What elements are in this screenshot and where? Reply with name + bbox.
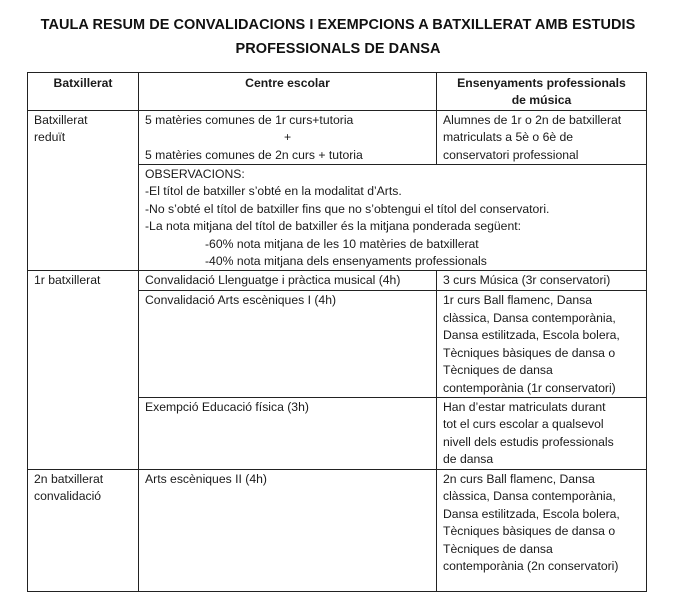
header-row bbox=[28, 73, 647, 111]
ensenyaments-line: clàssica, Dansa contemporània, bbox=[443, 489, 616, 504]
cell-label-2n bbox=[28, 469, 139, 591]
summary-table bbox=[27, 72, 647, 592]
ensenyaments-line: Tècniques bàsiques de dansa o bbox=[443, 524, 616, 539]
observacions-item: -No s’obté el títol de batxiller fins que no s’obtengui el títol del conservatori. bbox=[145, 201, 550, 216]
table-row-reduit bbox=[28, 110, 647, 164]
cell-ensenyaments-1r-llenguatge bbox=[437, 271, 647, 291]
cell-centre-1r-arts: Convalidació Arts escèniques I (4h) bbox=[139, 291, 437, 397]
observacions-heading: OBSERVACIONS: bbox=[145, 167, 245, 182]
document-title-line-2: PROFESSIONALS DE DANSA bbox=[235, 41, 441, 57]
observacions-item: -El títol de batxiller s’obté en la modalitat d’Arts. bbox=[145, 184, 402, 199]
observacions-sub-item: -40% nota mitjana dels ensenyaments professionals bbox=[205, 254, 487, 269]
cell-label-reduit bbox=[28, 110, 139, 271]
table-row-1r-llenguatge bbox=[28, 271, 647, 291]
ensenyaments-reduit-line-2: matriculats a 5è o 6è de bbox=[443, 130, 574, 145]
ensenyaments-line: de dansa bbox=[443, 452, 494, 467]
document-title-line-1: TAULA RESUM DE CONVALIDACIONS I EXEMPCIONS A BATXILLERAT AMB ESTUDIS bbox=[40, 17, 636, 33]
cell-ensenyaments-1r-arts bbox=[437, 291, 647, 397]
label-2n-line-1: 2n batxillerat bbox=[34, 471, 104, 486]
table-row-2n bbox=[28, 469, 647, 591]
header-ensenyaments bbox=[437, 73, 647, 111]
cell-ensenyaments-1r-educacio-fisica bbox=[437, 397, 647, 469]
ensenyaments-line: nivell dels estudis professionals bbox=[443, 434, 614, 449]
cell-centre-2n: Arts escèniques II (4h) bbox=[139, 469, 437, 591]
ensenyaments-line: Han d’estar matriculats durant bbox=[443, 399, 606, 414]
centre-reduit-plus: + bbox=[283, 130, 292, 145]
cell-centre-1r-educacio-fisica: Exempció Educació física (3h) bbox=[139, 397, 437, 469]
header-ensenyaments-line-2: de música bbox=[511, 93, 572, 108]
header-batxillerat: Batxillerat bbox=[28, 73, 139, 111]
ensenyaments-line: 2n curs Ball flamenc, Dansa bbox=[443, 471, 595, 486]
label-2n-line-2: convalidació bbox=[34, 489, 102, 504]
document-title bbox=[0, 13, 676, 61]
ensenyaments-line: Tècniques bàsiques de dansa o bbox=[443, 345, 616, 360]
cell-centre-reduit bbox=[139, 110, 437, 164]
ensenyaments-line: tot el curs escolar a qualsevol bbox=[443, 417, 604, 432]
observacions-sub-item: -60% nota mitjana de les 10 matèries de batxillerat bbox=[205, 236, 479, 251]
observacions-item: -La nota mitjana del títol de batxiller és la mitjana ponderada següent: bbox=[145, 219, 522, 234]
ensenyaments-line: clàssica, Dansa contemporània, bbox=[443, 310, 616, 325]
centre-reduit-line-2: 5 matèries comunes de 2n curs + tutoria bbox=[145, 147, 363, 162]
cell-label-1r: 1r batxillerat bbox=[28, 271, 139, 469]
cell-centre-1r-llenguatge: Convalidació Llenguatge i pràctica musical (4h) bbox=[139, 271, 437, 291]
label-reduit-line-1: Batxillerat bbox=[34, 112, 88, 127]
cell-ensenyaments-reduit bbox=[437, 110, 647, 164]
centre-reduit-line-1: 5 matèries comunes de 1r curs+tutoria bbox=[145, 112, 354, 127]
ensenyaments-line: Dansa estilitzada, Escola bolera, bbox=[443, 506, 620, 521]
ensenyaments-line: Tècniques de dansa bbox=[443, 541, 553, 556]
ensenyaments-line: 1r curs Ball flamenc, Dansa bbox=[443, 293, 593, 308]
ensenyaments-reduit-line-3: conservatori professional bbox=[443, 147, 579, 162]
ensenyaments-line: Dansa estilitzada, Escola bolera, bbox=[443, 328, 620, 343]
ensenyaments-line: 3 curs Música (3r conservatori) bbox=[443, 273, 611, 288]
label-reduit-line-2: reduït bbox=[34, 130, 66, 145]
ensenyaments-line: Tècniques de dansa bbox=[443, 363, 553, 378]
ensenyaments-line: contemporània (1r conservatori) bbox=[443, 380, 616, 395]
cell-observacions bbox=[139, 165, 647, 271]
ensenyaments-reduit-line-1: Alumnes de 1r o 2n de batxillerat bbox=[443, 112, 622, 127]
header-ensenyaments-line-1: Ensenyaments professionals bbox=[457, 76, 626, 90]
header-centre-escolar: Centre escolar bbox=[139, 73, 437, 111]
ensenyaments-line: contemporània (2n conservatori) bbox=[443, 558, 619, 573]
cell-ensenyaments-2n bbox=[437, 469, 647, 591]
